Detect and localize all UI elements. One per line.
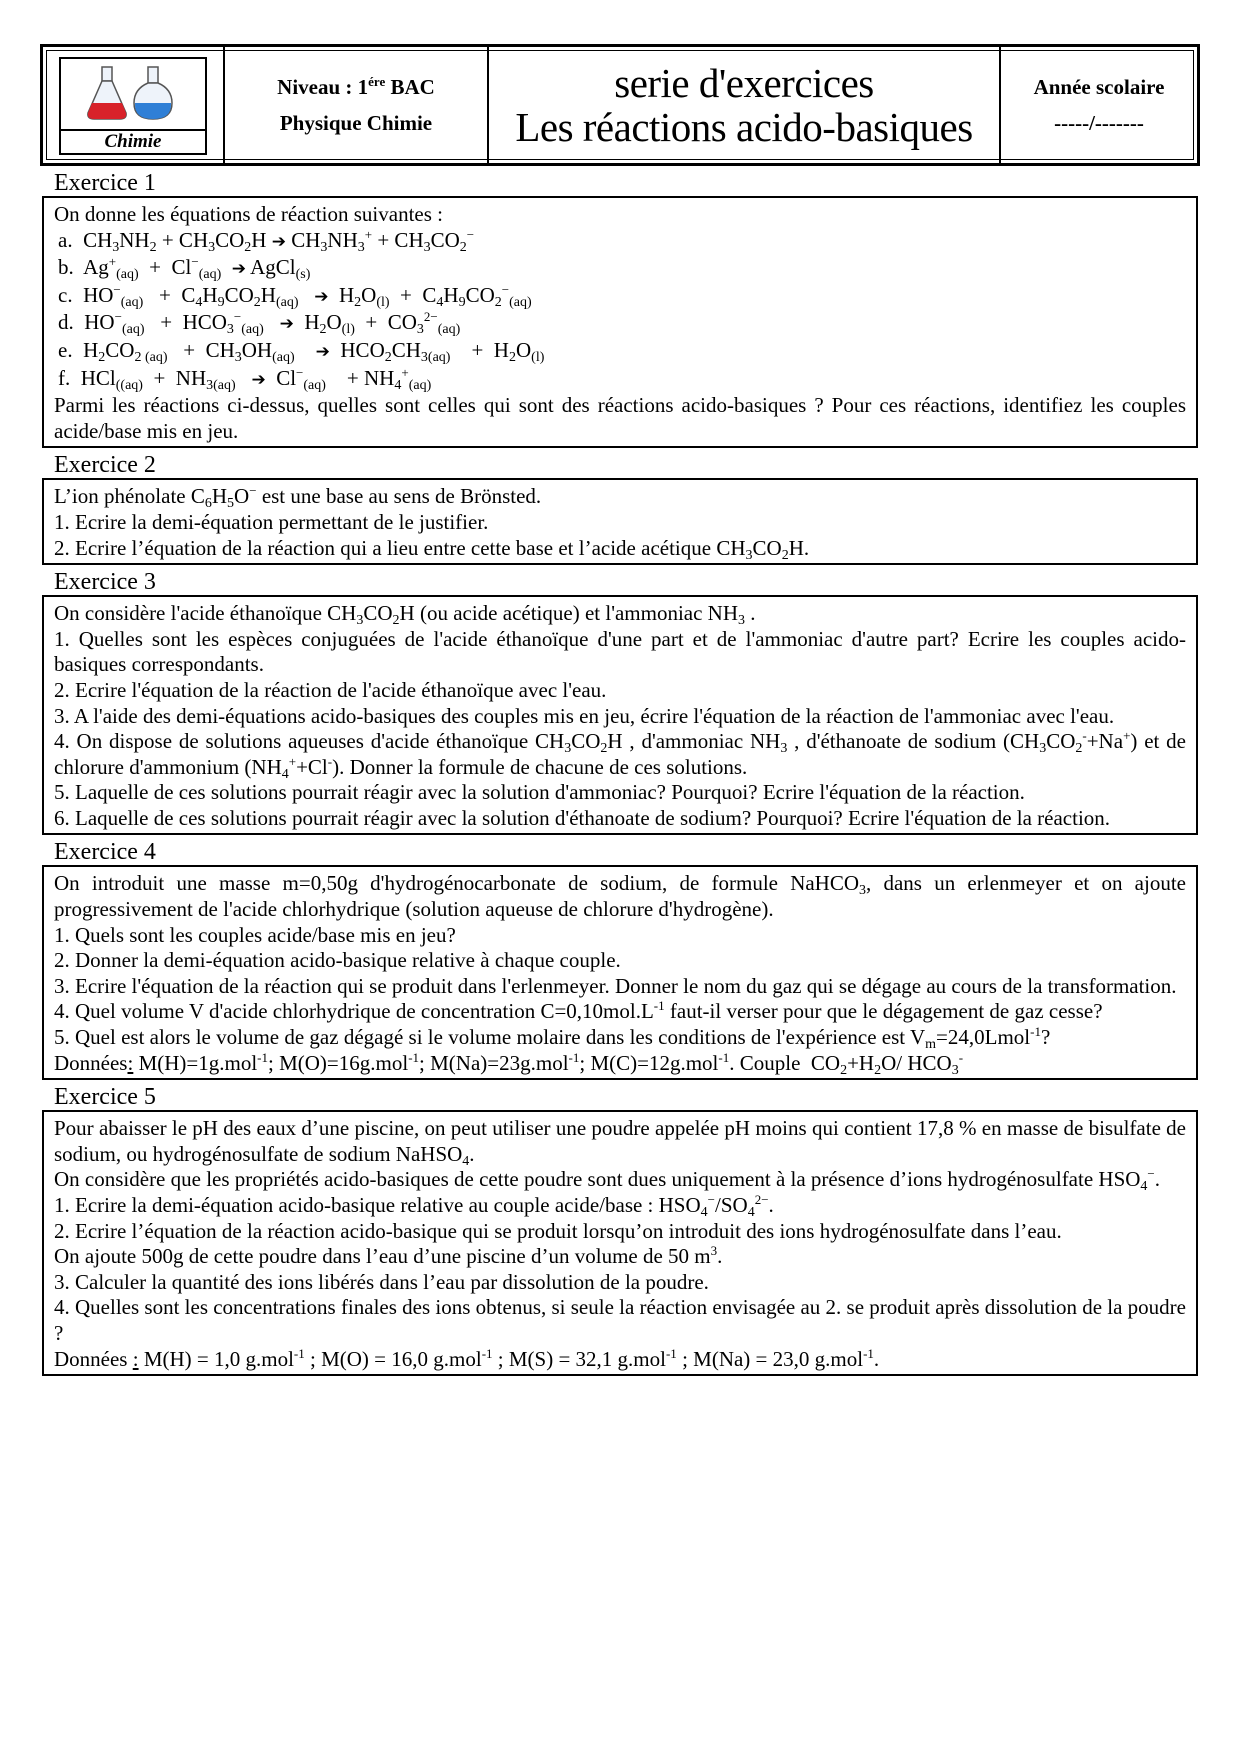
ex5-question-4: 4. Quelles sont les concentrations finales des ions obtenus, si seule la réaction envisagée au 2. se produit après dissolution de la poudre ?: [54, 1295, 1186, 1345]
subject-label: Physique Chimie: [279, 111, 433, 135]
worksheet-page: [40, 44, 1200, 1376]
ex3-question-1: 1. Quelles sont les espèces conjuguées de l'acide éthanoïque d'une part et de l'ammoniac d'autre part? Ecrire les couples acido-basiques correspondants.: [54, 626, 1186, 677]
ex3-question-5: 5. Laquelle de ces solutions pourrait réagir avec la solution d'ammoniac? Pourquoi? Ecrire l'équation de la réaction.: [54, 780, 1025, 805]
ex2-question-2: 2. Ecrire l’équation de la réaction qui a lieu entre cette base et l’acide acétique $CH_3CO_2H$.: [54, 535, 810, 563]
exercise-3-box: [42, 595, 1198, 835]
exercise-1-title: Exercice 1: [54, 170, 156, 196]
ex4-question-3: 3. Ecrire l'équation de la réaction qui se produit dans l'erlenmeyer. Donner le nom du gaz qui se dégage au cours de la transformation.: [54, 973, 1177, 998]
exercise-4-box: [42, 865, 1198, 1080]
ex5-question-1: 1. Ecrire la demi-équation acido-basique relative au couple acide/base : $HSO_4^-/SO_4^{2-}$.: [54, 1192, 774, 1220]
ex2-intro: L’ion phénolate $C_6H_5O^-$ est une base au sens de Brönsted.: [54, 483, 542, 512]
ex5-question-3: 3. Calculer la quantité des ions libérés dans l’eau par dissolution de la poudre.: [54, 1269, 709, 1294]
exercise-2-title: Exercice 2: [54, 452, 156, 479]
ex5-statement: On ajoute 500g de cette poudre dans l’eau d’une piscine d’un volume de 50 $m^3$.: [54, 1243, 723, 1269]
ex3-question-3: 3. A l'aide des demi-équations acido-basiques des couples mis en jeu, écrire l'équation de la réaction de l'ammoniac avec l'eau.: [54, 703, 1115, 728]
ex4-question-5: 5. Quel est alors le volume de gaz dégagé si le volume molaire dans les conditions de l'expérience est $V_m=24,0Lmol^{-1}$?: [54, 1024, 1051, 1053]
ex1-equation-a: a. $CH_3NH_2 + CH_3CO_2H$ ➔ $CH_3NH_3^+ + CH_3CO_2^-$: [58, 226, 475, 255]
ex1-equation-d: d. $HO^-_{(aq)} + HCO_3^-_{(aq)}$ ➔ $H_2O_{(l)} + CO_3^{2-}_{(aq)}$: [58, 309, 461, 338]
ex5-question-2: 2. Ecrire l’équation de la réaction acido-basique qui se produit lorsqu’on introduit des ions hydrogénosulfate dans l’eau.: [54, 1218, 1062, 1243]
flasks-icon: [61, 59, 205, 129]
series-title: serie d'exercices: [614, 60, 874, 106]
exercise-4-title: Exercice 4: [54, 839, 156, 866]
ex4-donnees: Données: M(H)=1g.mol$^{-1}$; M(O)=16g.mol$^{-1}$; M(Na)=23g.mol$^{-1}$; M(C)=12g.mol$^{-1}$. Couple $CO_2+H_2O/$ $HCO_3^-$: [54, 1049, 964, 1078]
exercise-2-box: [42, 478, 1198, 565]
ex1-equation-c: c. $HO^-_{(aq)} + C_4H_9CO_2H_{(aq)}$ ➔ $H_2O_{(l)} + C_4H_9CO_2^-_{(aq)}$: [58, 281, 532, 310]
ex3-question-6: 6. Laquelle de ces solutions pourrait réagir avec la solution d'éthanoate de sodium? Pourquoi? Ecrire l'équation de la réaction.: [54, 805, 1111, 830]
school-year-cell: [1001, 47, 1197, 163]
ex4-question-4: 4. Quel volume V d'acide chlorhydrique de concentration $C=0,10mol.L^{-1}$ faut-il verser pour que le dégagement de gaz cesse?: [54, 998, 1103, 1024]
ex1-equation-f: f. $HCl_{((aq)} + NH_{3(aq)}$ ➔ $Cl^-_{(aq)}$ + $NH_4^+_{(aq)}$: [58, 364, 432, 393]
ex3-intro: On considère l'acide éthanoïque $CH_3CO_2H$ (ou acide acétique) et l'ammoniac $NH_3$ .: [54, 601, 756, 629]
school-year-value: -----/-------: [1054, 111, 1144, 135]
title-cell: [489, 47, 1001, 163]
chimie-logo: [59, 57, 207, 155]
ex1-equation-e: e. $H_2CO_{2 (aq)} + CH_3OH_{(aq)}$ ➔ $HCO_2CH_{3(aq)}$ + $H_2O_{(l)}$: [58, 337, 545, 365]
school-year-label: Année scolaire: [1033, 75, 1165, 99]
ex4-question-2: 2. Donner la demi-équation acido-basique relative à chaque couple.: [54, 948, 621, 973]
ex4-question-1: 1. Quels sont les couples acide/base mis en jeu?: [54, 922, 456, 947]
header-table: [40, 44, 1200, 166]
ex3-question-2: 2. Ecrire l'équation de la réaction de l'acide éthanoïque avec l'eau.: [54, 677, 607, 702]
logo-caption: Chimie: [61, 129, 205, 153]
ex2-question-1: 1. Ecrire la demi-équation permettant de le justifier.: [54, 509, 489, 534]
exercise-5-box: [42, 1110, 1198, 1376]
level-cell: [225, 47, 489, 163]
ex5-intro-1: Pour abaisser le pH des eaux d’une piscine, on peut utiliser une poudre appelée pH moins qui contient 17,8 % en masse de bisulfate de sodium, ou hydrogénosulfate de sodium NaHSO$_4$.: [54, 1116, 1186, 1169]
level-label: Niveau : $1^{ére}$ BAC: [277, 74, 435, 99]
exercise-5-title: Exercice 5: [54, 1084, 156, 1111]
ex5-intro-2: On considère que les propriétés acido-basiques de cette poudre sont dues uniquement à la présence d’ions hydrogénosulfate $HSO_4^-$.: [54, 1166, 1161, 1195]
ex3-question-4: 4. On dispose de solutions aqueuses d'acide éthanoïque $CH_3CO_2H$ , d'ammoniac $NH_3$ , d'éthanoate de sodium $(CH_3CO_2^-+Na^+)$ et de chlorure d'ammonium $(NH_4^++Cl^-)$. Donner la formule de chacune de ces solutions.: [54, 728, 1186, 782]
ex4-intro: On introduit une masse m=0,50g d'hydrogénocarbonate de sodium, de formule NaHCO$_3$, dans un erlenmeyer et on ajoute progressivement de l'acide chlorhydrique (solution aqueuse de chlorure d'hydrogène).: [54, 871, 1186, 922]
exercise-3-title: Exercice 3: [54, 569, 156, 596]
exercise-1-box: [42, 196, 1198, 448]
logo-cell: [43, 47, 225, 163]
ex5-donnees: Données : M(H) = 1,0 g.mol$^{-1}$ ; M(O) = 16,0 g.mol$^{-1}$ ; M(S) = 32,1 g.mol$^{-1}$ ; M(Na) = 23,0 g.mol$^{-1}$.: [54, 1345, 880, 1371]
ex1-equation-b: b. $Ag^+_{(aq)} + Cl^-_{(aq)}$ ➔ AgCl$_{(s)}$: [58, 254, 311, 283]
ex1-intro: On donne les équations de réaction suivantes :: [54, 202, 443, 226]
ex1-question: Parmi les réactions ci-dessus, quelles sont celles qui sont des réactions acido-basiques ? Pour ces réactions, identifiez les couples acide/base mis en jeu.: [54, 393, 1186, 443]
topic-title: Les réactions acido-basiques: [515, 104, 973, 150]
